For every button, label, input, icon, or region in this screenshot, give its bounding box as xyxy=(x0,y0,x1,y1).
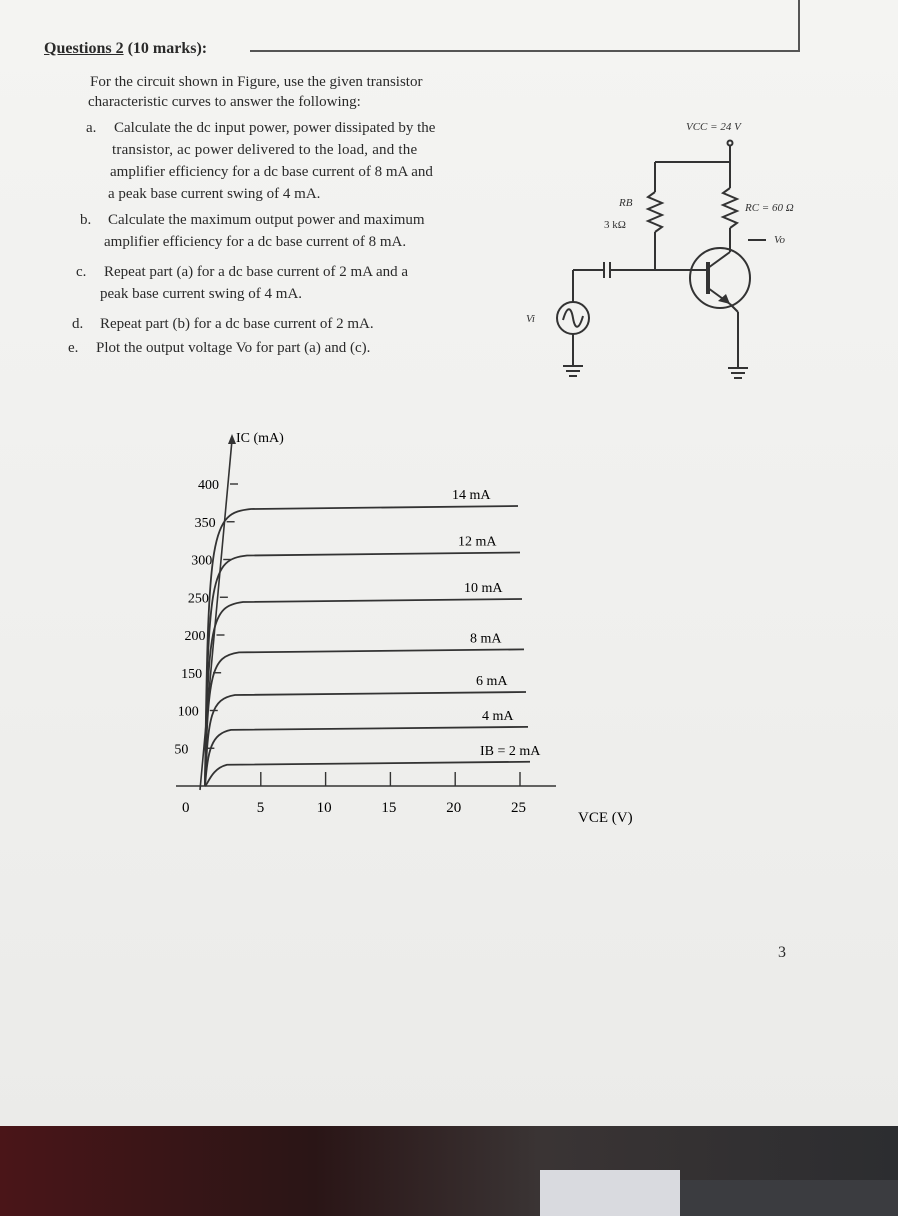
x-tick-label: 20 xyxy=(446,800,462,816)
part-e-line-1: Plot the output voltage Vo for part (a) and (c). xyxy=(96,340,371,356)
x-tick-label: 0 xyxy=(182,800,190,816)
y-tick-label: 200 xyxy=(184,629,206,644)
part-b-letter: b. xyxy=(80,212,92,228)
y-axis-arrow xyxy=(228,434,236,444)
x-tick-group xyxy=(182,772,526,816)
vi-label: Vi xyxy=(526,313,535,325)
part-b-line-2: amplifier efficiency for a dc base current of 8 mA. xyxy=(104,234,407,250)
x-tick-label: 25 xyxy=(511,800,526,816)
y-tick-label: 300 xyxy=(191,553,213,569)
part-a-line-3: amplifier efficiency for a dc base current of 8 mA and xyxy=(110,164,433,180)
y-tick-label: 250 xyxy=(187,591,209,607)
part-c-line-1: Repeat part (a) for a dc base current of 2 mA and a xyxy=(104,264,409,280)
y-tick-label: 150 xyxy=(181,666,203,682)
ib-curve-label: IB = 2 mA xyxy=(480,743,541,759)
y-tick-label: 400 xyxy=(198,478,219,493)
x-tick-label: 5 xyxy=(256,800,265,816)
curve-group xyxy=(205,488,541,786)
ib-curve xyxy=(205,649,524,786)
intro-line-2: characteristic curves to answer the following: xyxy=(88,94,361,110)
vo-label: Vo xyxy=(774,234,785,246)
part-c-line-2: peak base current swing of 4 mA. xyxy=(100,286,303,302)
y-tick-label: 350 xyxy=(194,515,216,531)
part-c-letter: c. xyxy=(76,264,87,280)
ib-curve-label: 6 mA xyxy=(476,674,508,689)
question-title: Questions 2 (10 marks): xyxy=(44,40,208,57)
part-b-line-1: Calculate the maximum output power and maximum xyxy=(108,212,425,228)
x-axis-label: VCE (V) xyxy=(578,810,633,826)
part-a-line-4: a peak base current swing of 4 mA. xyxy=(108,186,321,202)
background-surface xyxy=(680,1180,898,1216)
part-a-letter: a. xyxy=(86,120,97,136)
part-a-line-2: transistor, ac power delivered to the load, and the xyxy=(112,142,418,158)
ib-curve-label: 10 mA xyxy=(464,581,503,596)
ib-curve-label: 14 mA xyxy=(452,488,491,503)
ib-curve-label: 12 mA xyxy=(458,534,497,550)
x-tick-label: 15 xyxy=(381,800,397,816)
y-tick-label: 50 xyxy=(174,742,189,758)
part-a-line-1: Calculate the dc input power, power dissipated by the xyxy=(114,120,436,136)
ib-curve xyxy=(205,762,530,786)
y-tick-label: 100 xyxy=(177,704,199,720)
ib-curve-label: 8 mA xyxy=(470,631,502,647)
part-d-letter: d. xyxy=(72,316,84,332)
intro-line-1: For the circuit shown in Figure, use the given transistor xyxy=(90,74,423,90)
y-axis-label: IC (mA) xyxy=(236,431,284,446)
ib-curve xyxy=(205,692,526,786)
page-number: 3 xyxy=(778,944,786,961)
ib-curve-label: 4 mA xyxy=(482,708,514,724)
vcc-label: VCC = 24 V xyxy=(686,121,741,133)
rb-value: 3 kΩ xyxy=(604,219,626,231)
part-e-letter: e. xyxy=(68,340,79,356)
part-d-line-1: Repeat part (b) for a dc base current of 2 mA. xyxy=(100,316,374,332)
x-tick-label: 10 xyxy=(316,800,332,816)
rc-label: RC = 60 Ω xyxy=(745,202,794,214)
background-object xyxy=(540,1170,680,1216)
rb-label: RB xyxy=(619,197,633,209)
